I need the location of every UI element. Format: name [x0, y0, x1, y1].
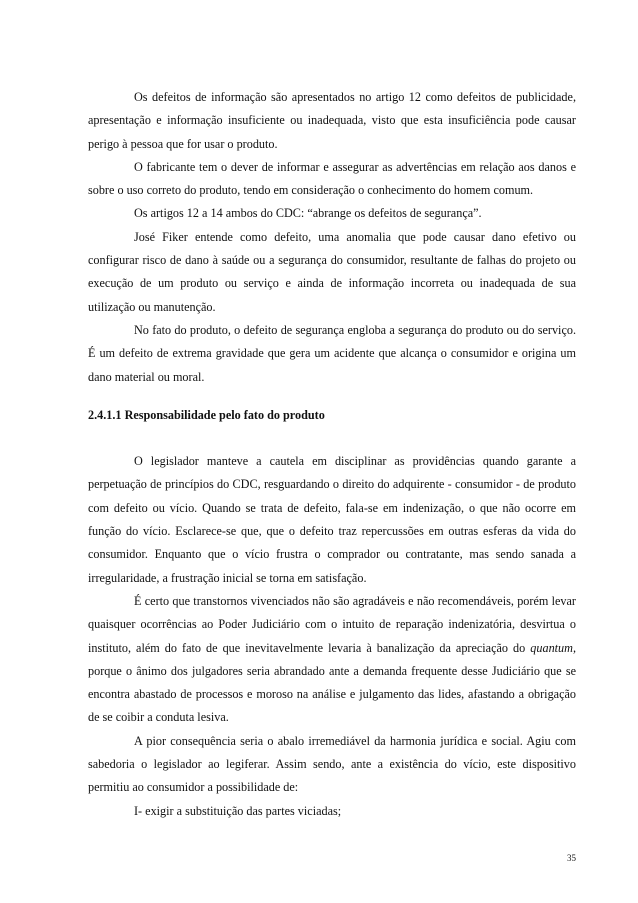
- section-heading: 2.4.1.1 Responsabilidade pelo fato do produto: [88, 407, 325, 422]
- page-number: 35: [567, 853, 576, 863]
- document-body: [88, 86, 576, 823]
- paragraph-pior-consequencia: A pior consequência seria o abalo irremediável da harmonia jurídica e social. Agiu com sabedoria o legislador ao legiferar. Assim sendo, ante a existência do vício, este dispositivo permitiu ao consumidor a possibilidade de:: [88, 733, 576, 795]
- paragraph-fabricante-dever: O fabricante tem o dever de informar e assegurar as advertências em relação aos danos e sobre o uso correto do produto, tendo em consideração o conhecimento do homem comum.: [88, 159, 576, 198]
- paragraph-transtornos-text-after: porque o ânimo dos julgadores seria abrandado ante a demanda frequente desse Judiciário que se encontra abastado de processos e moroso na análise e julgamento das lides, afastando a obrigação de se coibir a conduta lesiva.: [88, 663, 576, 725]
- paragraph-legislador-cautela: O legislador manteve a cautela em disciplinar as providências quando garante a perpetuação de princípios do CDC, resguardando o direito do adquirente - consumidor - de produto com defeito ou vício. Quando se trata de defeito, fala-se em indenização, o que não ocorre em função do vício. Esclarece-se que, que o defeito traz repercussões em outras esferas da vida do consumidor. Enquanto que o vício frustra o comprador ou contratante, mas sendo sanada a irregularidade, a frustração inicial se torna em satisfação.: [88, 454, 576, 585]
- paragraph-jose-fiker: José Fiker entende como defeito, uma anomalia que pode causar dano efetivo ou configurar risco de dano à saúde ou a segurança do consumidor, resultante de falhas do projeto ou execução de um produto ou serviço e ainda de informação incorreta ou inadequada de sua utilização ou manutenção.: [88, 229, 576, 314]
- paragraph-transtornos-text-before: É certo que transtornos vivenciados não são agradáveis e não recomendáveis, porém levar quaisquer ocorrências ao Poder Judiciário com o intuito de reparação indenizatória, desvirtua o instituto, além do fato de que inevitavelmente levaria à banalização da apreciação do: [88, 593, 576, 655]
- paragraph-defeitos-informacao: Os defeitos de informação são apresentados no artigo 12 como defeitos de publicidade, apresentação e informação insuficiente ou inadequada, visto que esta insuficiência pode causar perigo à pessoa que for usar o produto.: [88, 90, 576, 151]
- paragraph-fato-do-produto: No fato do produto, o defeito de segurança engloba a segurança do produto ou do serviço. É um defeito de extrema gravidade que gera um acidente que alcança o consumidor e origina um dano material ou moral.: [88, 322, 576, 384]
- paragraph-transtornos: [88, 590, 576, 730]
- quantum-term: quantum,: [530, 640, 576, 655]
- list-item-substituicao: I- exigir a substituição das partes viciadas;: [134, 803, 342, 818]
- paragraph-artigos-cdc: Os artigos 12 a 14 ambos do CDC: “abrange os defeitos de segurança”.: [134, 206, 482, 221]
